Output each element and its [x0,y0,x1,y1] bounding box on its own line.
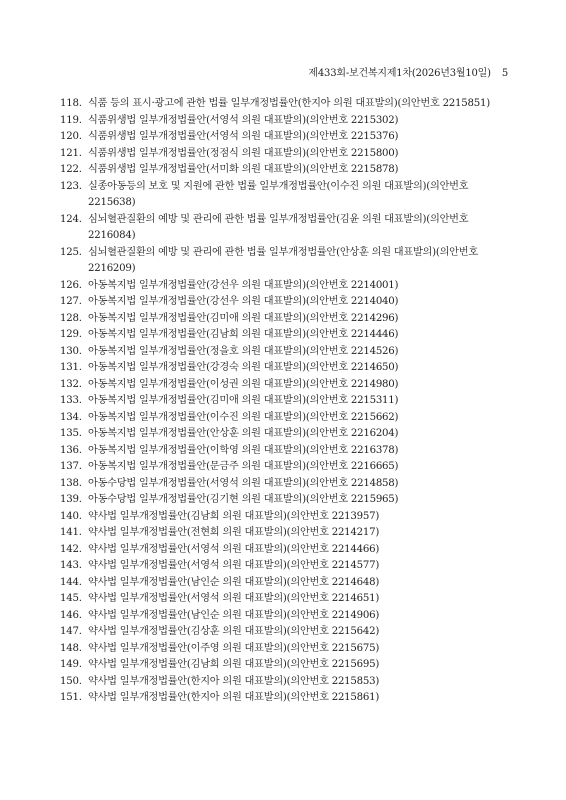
agenda-item [60,179,512,212]
item-text: 아동복지법 일부개정법률안(김미애 의원 대표발의)(의안번호 2215311) [88,395,399,406]
item-text: 식품위생법 일부개정법률안(서영석 의원 대표발의)(의안번호 2215376) [88,131,399,142]
item-text: 심뇌혈관질환의 예방 및 관리에 관한 법률 일부개정법률안(안상훈 의원 대표발의)(의안번호 2216209) [88,246,478,274]
agenda-item [60,377,512,394]
item-text: 약사법 일부개정법률안(김상훈 의원 대표발의)(의안번호 2215642) [88,626,380,637]
item-number: 127. [60,296,82,307]
agenda-item [60,96,512,113]
item-text: 아동복지법 일부개정법률안(김남희 의원 대표발의)(의안번호 2214446) [88,329,399,340]
agenda-item [60,476,512,493]
item-number: 121. [60,147,82,159]
item-text: 약사법 일부개정법률안(한지아 의원 대표발의)(의안번호 2215861) [88,692,380,703]
agenda-list [60,96,512,707]
agenda-item [60,212,512,245]
item-number: 144. [60,576,82,588]
agenda-item [60,575,512,592]
page-header [308,64,508,79]
item-text: 아동복지법 일부개정법률안(이성권 의원 대표발의)(의안번호 2214980) [88,378,399,390]
agenda-item [60,558,512,575]
agenda-item [60,624,512,641]
item-number: 149. [60,659,82,670]
agenda-item [60,690,512,707]
item-text: 아동복지법 일부개정법률안(김미애 의원 대표발의)(의안번호 2214296) [88,312,399,324]
agenda-item [60,360,512,377]
item-text: 심뇌혈관질환의 예방 및 관리에 관한 법률 일부개정법률안(김윤 의원 대표발의)(의안번호 2216084) [88,213,469,241]
item-text: 아동복지법 일부개정법률안(강경숙 의원 대표발의)(의안번호 2214650) [88,362,399,373]
agenda-item [60,294,512,311]
item-number: 148. [60,642,82,654]
item-number: 137. [60,461,82,472]
item-text: 약사법 일부개정법률안(서영석 의원 대표발의)(의안번호 2214577) [88,560,380,571]
item-number: 129. [60,329,82,340]
agenda-item [60,641,512,658]
item-number: 135. [60,428,82,439]
item-number: 134. [60,411,82,423]
agenda-item [60,492,512,509]
item-text: 실종아동등의 보호 및 지원에 관한 법률 일부개정법률안(이수진 의원 대표발의)(의안번호 2215638) [88,180,469,208]
agenda-item [60,311,512,328]
item-text: 아동복지법 일부개정법률안(강선우 의원 대표발의)(의안번호 2214040) [88,296,399,307]
agenda-item [60,162,512,179]
item-text: 식품위생법 일부개정법률안(서영석 의원 대표발의)(의안번호 2215302) [88,114,399,126]
item-text: 아동복지법 일부개정법률안(문금주 의원 대표발의)(의안번호 2216665) [88,461,399,472]
item-text: 약사법 일부개정법률안(서영석 의원 대표발의)(의안번호 2214466) [88,543,380,555]
item-number: 151. [60,692,82,703]
item-text: 식품위생법 일부개정법률안(정점식 의원 대표발의)(의안번호 2215800) [88,147,399,159]
item-number: 133. [60,395,82,406]
item-text: 아동수당법 일부개정법률안(서영석 의원 대표발의)(의안번호 2214858) [88,477,399,489]
agenda-item [60,393,512,410]
item-number: 146. [60,609,82,621]
item-text: 아동복지법 일부개정법률안(정을호 의원 대표발의)(의안번호 2214526) [88,345,399,357]
item-text: 식품위생법 일부개정법률안(서미화 의원 대표발의)(의안번호 2215878) [88,164,399,175]
agenda-item [60,344,512,361]
item-number: 147. [60,626,82,637]
agenda-item [60,426,512,443]
agenda-item [60,591,512,608]
item-text: 약사법 일부개정법률안(이주영 의원 대표발의)(의안번호 2215675) [88,642,380,654]
agenda-item [60,146,512,163]
item-number: 139. [60,494,82,505]
item-text: 아동복지법 일부개정법률안(이학영 의원 대표발의)(의안번호 2216378) [88,444,399,456]
agenda-item [60,410,512,427]
item-text: 약사법 일부개정법률안(전현희 의원 대표발의)(의안번호 2214217) [88,527,380,538]
page-number: 5 [501,68,508,79]
agenda-item [60,245,512,278]
item-number: 118. [60,98,82,109]
agenda-item [60,327,512,344]
agenda-item [60,113,512,130]
item-number: 120. [60,131,82,142]
item-number: 131. [60,362,82,373]
item-text: 식품 등의 표시·광고에 관한 법률 일부개정법률안(한지아 의원 대표발의)(의안번호 2215851) [88,98,490,109]
item-text: 약사법 일부개정법률안(남인순 의원 대표발의)(의안번호 2214648) [88,576,380,588]
item-number: 119. [60,114,82,126]
agenda-item [60,278,512,295]
item-text: 약사법 일부개정법률안(김남희 의원 대표발의)(의안번호 2215695) [88,659,380,670]
agenda-item [60,443,512,460]
agenda-item [60,129,512,146]
item-number: 140. [60,510,82,522]
item-number: 130. [60,345,82,357]
session-info: 제433회-보건복지제1차(2026년3월10일) [308,68,491,79]
agenda-item [60,459,512,476]
item-text: 아동복지법 일부개정법률안(안상훈 의원 대표발의)(의안번호 2216204) [88,428,399,439]
item-number: 141. [60,527,82,538]
item-number: 126. [60,279,82,291]
item-text: 아동수당법 일부개정법률안(김기현 의원 대표발의)(의안번호 2215965) [88,494,399,505]
item-number: 136. [60,444,82,456]
item-text: 약사법 일부개정법률안(남인순 의원 대표발의)(의안번호 2214906) [88,609,380,621]
item-number: 150. [60,675,82,687]
item-number: 122. [60,164,82,175]
item-text: 약사법 일부개정법률안(한지아 의원 대표발의)(의안번호 2215853) [88,675,380,687]
item-number: 142. [60,543,82,555]
item-number: 124. [60,213,82,225]
agenda-item [60,674,512,691]
item-text: 아동복지법 일부개정법률안(이수진 의원 대표발의)(의안번호 2215662) [88,411,399,423]
item-number: 138. [60,477,82,489]
agenda-item [60,608,512,625]
item-number: 132. [60,378,82,390]
item-text: 약사법 일부개정법률안(김남희 의원 대표발의)(의안번호 2213957) [88,510,380,522]
item-number: 125. [60,246,82,258]
item-number: 128. [60,312,82,324]
item-number: 145. [60,593,82,604]
item-text: 약사법 일부개정법률안(서영석 의원 대표발의)(의안번호 2214651) [88,593,380,604]
agenda-item [60,657,512,674]
agenda-item [60,542,512,559]
item-number: 143. [60,560,82,571]
item-text: 아동복지법 일부개정법률안(강선우 의원 대표발의)(의안번호 2214001) [88,279,399,291]
agenda-item [60,509,512,526]
agenda-item [60,525,512,542]
item-number: 123. [60,180,82,192]
